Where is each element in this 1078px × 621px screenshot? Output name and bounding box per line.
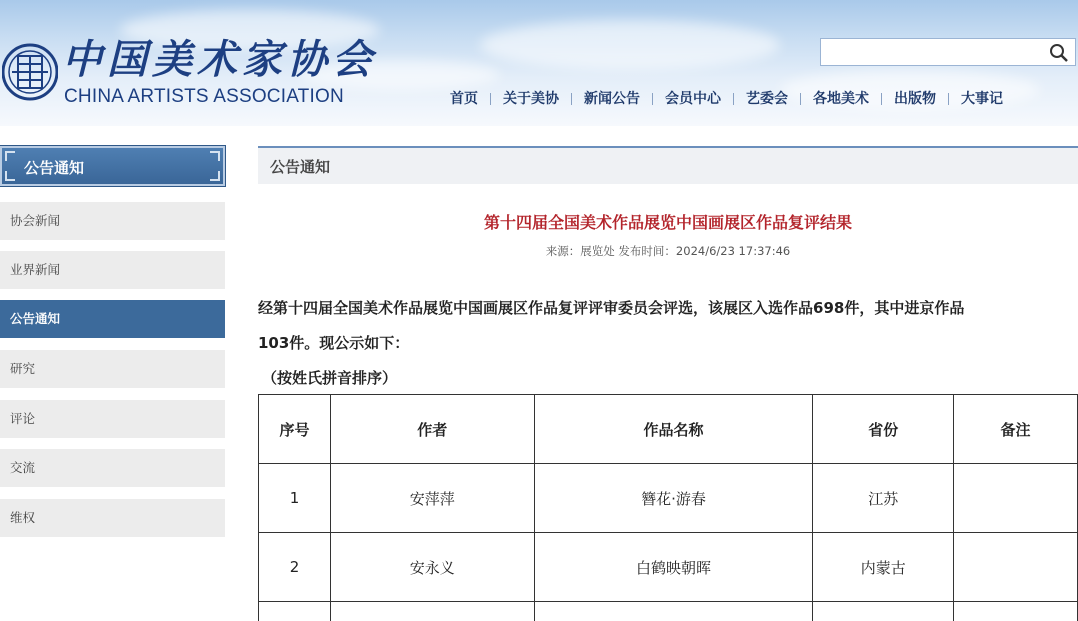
site-header <box>0 0 1078 126</box>
sidebar-title: 公告通知 <box>24 159 85 177</box>
sidebar-item-industry-news[interactable]: 业界新闻 <box>0 251 225 289</box>
corner-ornament <box>5 151 15 161</box>
logo-english-name[interactable]: CHINA ARTISTS ASSOCIATION <box>64 86 344 107</box>
corner-ornament <box>210 171 220 181</box>
section-header <box>258 146 1078 184</box>
sidebar-header <box>0 146 225 186</box>
cell-title: 簪花·游春 <box>534 464 813 533</box>
nav-news[interactable]: 新闻公告 <box>584 91 640 107</box>
nav-members[interactable]: 会员中心 <box>665 91 721 107</box>
corner-ornament <box>210 151 220 161</box>
cell-province: 内蒙古 <box>813 533 954 602</box>
results-table <box>258 394 1078 621</box>
nav-about[interactable]: 关于美协 <box>503 91 559 107</box>
sort-note: （按姓氏拼音排序） <box>262 369 398 387</box>
sidebar-item-research[interactable]: 研究 <box>0 350 225 388</box>
cell-author: 安萍萍 <box>330 464 534 533</box>
column-header-title: 作品名称 <box>534 395 813 464</box>
sidebar-item-announcements[interactable]: 公告通知 <box>0 300 225 338</box>
table-row <box>259 533 1078 602</box>
sidebar-item-rights[interactable]: 维权 <box>0 499 225 537</box>
cell-number: 2 <box>259 533 331 602</box>
nav-publications[interactable]: 出版物 <box>894 91 936 107</box>
cell-number <box>259 602 331 621</box>
nav-regional[interactable]: 各地美术 <box>813 91 869 107</box>
nav-events[interactable]: 大事记 <box>961 91 1003 107</box>
table-row <box>259 464 1078 533</box>
nav-home[interactable]: 首页 <box>450 91 478 107</box>
sidebar-item-exchange[interactable]: 交流 <box>0 449 225 487</box>
cell-remarks <box>954 533 1078 602</box>
column-header-number: 序号 <box>259 395 331 464</box>
cell-number: 1 <box>259 464 331 533</box>
article-paragraph: 经第十四届全国美术作品展览中国画展区作品复评评审委员会评选，该展区入选作品698件，其中进京作品 <box>258 299 965 317</box>
cell-province <box>813 602 954 621</box>
cell-province: 江苏 <box>813 464 954 533</box>
cell-title: 白鹤映朝晖 <box>534 533 813 602</box>
column-header-province: 省份 <box>813 395 954 464</box>
cell-remarks <box>954 464 1078 533</box>
nav-art-committee[interactable]: 艺委会 <box>746 91 788 107</box>
association-emblem-icon <box>2 34 58 110</box>
article-title: 第十四届全国美术作品展览中国画展区作品复评结果 <box>483 213 852 232</box>
cell-author: 安永义 <box>330 533 534 602</box>
table-row <box>259 602 1078 621</box>
sidebar-item-review[interactable]: 评论 <box>0 400 225 438</box>
column-header-author: 作者 <box>330 395 534 464</box>
corner-ornament <box>5 171 15 181</box>
search-input[interactable] <box>820 38 1076 66</box>
sidebar-item-association-news[interactable]: 协会新闻 <box>0 202 225 240</box>
search-icon[interactable] <box>1049 43 1069 63</box>
table-header-row <box>259 395 1078 464</box>
article-meta: 来源：展览处 发布时间：2024/6/23 17:37:46 <box>545 244 791 258</box>
logo-chinese-name[interactable]: 中国美术家协会 <box>62 36 377 83</box>
cell-title <box>534 602 813 621</box>
cell-remarks <box>954 602 1078 621</box>
article-paragraph: 103件。现公示如下： <box>258 334 410 352</box>
main-nav <box>438 88 1003 110</box>
column-header-remarks: 备注 <box>954 395 1078 464</box>
section-title: 公告通知 <box>270 158 331 176</box>
cell-author <box>330 602 534 621</box>
